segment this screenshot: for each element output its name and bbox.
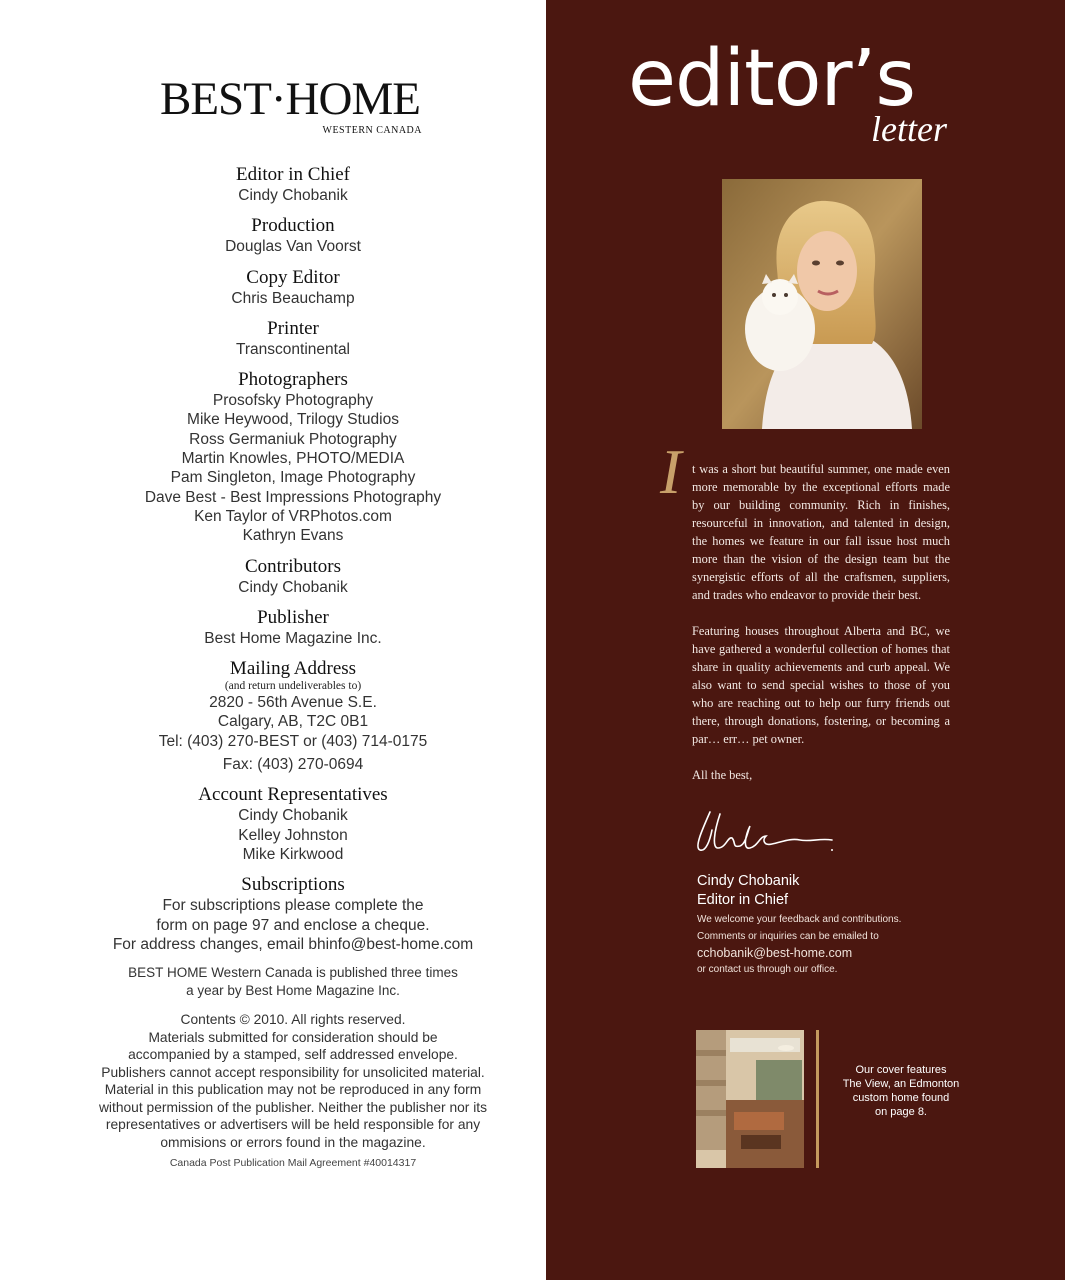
feedback-note: Comments or inquiries can be emailed to <box>697 930 879 942</box>
legal-line: without permission of the publisher. Neither the publisher nor its <box>98 1099 488 1115</box>
subscription-line: form on page 97 and enclose a cheque. <box>156 916 430 934</box>
letter-paragraph: Featuring houses throughout Alberta and BC, we have gathered a wonderful collection of homes that share in quality achievements and curb appeal. We also want to send special wishes to those of you who are reaching out to help our furry friends out there, through donations, fostering, or becoming a par… err… pet owner. <box>692 624 950 746</box>
editor-name: Cindy Chobanik <box>697 873 800 889</box>
editor-portrait-photo <box>722 179 922 429</box>
legal-notice <box>60 1011 526 1151</box>
publication-line: BEST HOME Western Canada is published three times <box>128 965 458 981</box>
credit-name: Prosofsky Photography <box>212 392 374 410</box>
credit-name: Douglas Van Voorst <box>225 238 361 256</box>
credit-name: Best Home Magazine Inc. <box>204 629 382 647</box>
credit-role: Copy Editor <box>246 266 340 288</box>
credit-contributors <box>60 556 526 597</box>
credit-publisher <box>60 607 526 648</box>
subscription-line: For subscriptions please complete the <box>162 897 424 915</box>
cover-divider <box>816 1030 819 1168</box>
editor-title: Editor in Chief <box>697 892 789 908</box>
subscription-email-line: For address changes, email bhinfo@best-home.com <box>112 935 474 953</box>
signoff <box>697 872 799 910</box>
credit-name: Transcontinental <box>235 340 351 358</box>
credit-name: Cindy Chobanik <box>238 578 348 596</box>
credit-name: Chris Beauchamp <box>231 289 355 307</box>
feedback-notes <box>697 912 901 978</box>
best-home-logo <box>160 73 422 136</box>
feedback-note: We welcome your feedback and contributions. <box>697 914 902 925</box>
legal-line: accompanied by a stamped, self addressed envelope. <box>128 1047 458 1063</box>
drop-cap: I <box>660 436 682 507</box>
mailing-address <box>60 658 526 774</box>
credit-photographers <box>60 369 526 545</box>
credit-printer <box>60 318 526 359</box>
credit-name: Mike Heywood, Trilogy Studios <box>187 411 399 429</box>
credit-role: Photographers <box>238 369 348 391</box>
credit-production <box>60 215 526 256</box>
address-line: Calgary, AB, T2C 0B1 <box>217 713 369 731</box>
credit-role: Contributors <box>244 555 342 577</box>
cover-photo <box>696 1030 804 1168</box>
legal-line: Contents © 2010. All rights reserved. <box>180 1012 406 1028</box>
credit-name: Kelley Johnston <box>238 826 348 844</box>
legal-line: ommisions or errors found in the magazine. <box>160 1134 426 1150</box>
credit-name: Ken Taylor of VRPhotos.com <box>194 507 392 525</box>
legal-line: Material in this publication may not be reproduced in any form <box>104 1082 482 1098</box>
logo-subtitle: WESTERN CANADA <box>322 125 422 136</box>
cover-caption <box>831 1063 971 1119</box>
fax-line: Fax: (403) 270-0694 <box>222 756 364 774</box>
credit-role: Subscriptions <box>241 874 345 896</box>
page-title: editor’s <box>628 34 915 124</box>
postal-agreement: Canada Post Publication Mail Agreement #40014317 <box>169 1157 417 1170</box>
editor-signature <box>692 800 842 865</box>
credit-role: Mailing Address <box>229 658 357 680</box>
mailing-note: (and return undeliverables to) <box>224 680 362 693</box>
publication-note <box>60 964 526 999</box>
credit-name: Mike Kirkwood <box>242 845 344 863</box>
page-subtitle: letter <box>871 109 947 149</box>
credit-name: Cindy Chobanik <box>238 807 348 825</box>
legal-line: Publishers cannot accept responsibility for unsolicited material. <box>101 1064 485 1080</box>
credit-role: Publisher <box>257 606 329 628</box>
credit-name: Kathryn Evans <box>242 527 344 545</box>
editors-letter-page <box>546 0 1065 1280</box>
phone-line: Tel: (403) 270-BEST or (403) 714-0175 <box>158 732 428 750</box>
legal-line: Materials submitted for consideration should be <box>148 1029 438 1045</box>
credit-role: Editor in Chief <box>236 164 350 185</box>
credit-name: Martin Knowles, PHOTO/MEDIA <box>181 450 405 468</box>
caption-line: The View, an Edmonton <box>842 1078 960 1090</box>
credit-role: Account Representatives <box>198 784 388 806</box>
credit-name: Ross Germaniuk Photography <box>189 430 397 448</box>
letter-paragraph: t was a short but beautiful summer, one made even more memorable by the exceptional efforts made by our building community. Rich in finishes, resourceful in innovation, and talented in design, the homes we feature in our fall issue host much more than the vision of the design team but the synergistic efforts of all the craftsmen, suppliers, and trades who endeavor to provide their best. <box>692 462 950 602</box>
credit-name: Pam Singleton, Image Photography <box>170 469 416 487</box>
credit-name: Dave Best - Best Impressions Photography <box>144 488 442 506</box>
account-representatives <box>60 784 526 864</box>
feedback-note: or contact us through our office. <box>697 963 838 975</box>
credit-copy-editor <box>60 267 526 308</box>
subscriptions <box>60 874 526 954</box>
masthead-credits <box>60 164 526 1169</box>
caption-line: custom home found <box>852 1092 950 1104</box>
credit-role: Production <box>251 215 335 237</box>
editor-email: cchobanik@best-home.com <box>697 946 853 960</box>
caption-line: Our cover features <box>855 1064 947 1076</box>
address-line: 2820 - 56th Avenue S.E. <box>209 694 377 712</box>
publication-line: a year by Best Home Magazine Inc. <box>186 982 400 998</box>
credit-editor <box>60 164 526 205</box>
logo-wordmark: BEST·HOME <box>160 73 420 125</box>
letter-body <box>660 436 950 802</box>
legal-line: representatives or advertisers will be held responsible for any <box>105 1117 481 1133</box>
caption-line: on page 8. <box>875 1106 927 1118</box>
letter-closing: All the best, <box>692 768 753 782</box>
credit-role: Printer <box>267 317 319 339</box>
credit-name: Cindy Chobanik <box>238 187 348 204</box>
